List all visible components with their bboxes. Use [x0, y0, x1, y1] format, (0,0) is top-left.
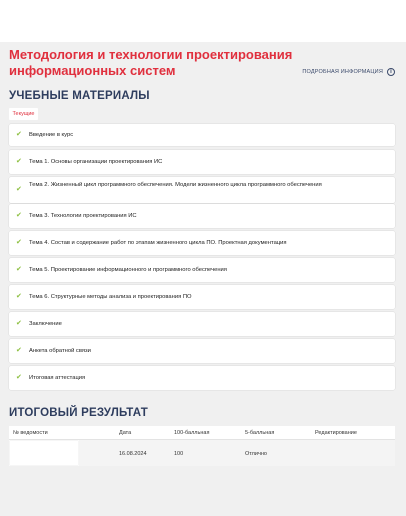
module-label[interactable]: Тема 2. Жизненный цикл программного обеспечения. Модели жизненного цикла программного обеспечения: [29, 182, 322, 188]
module-label[interactable]: Тема 1. Основы организации проектирования ИС: [29, 159, 163, 165]
course-title: Методология и технологии проектирования информационных систем: [9, 47, 293, 78]
check-icon: ✔: [16, 186, 22, 193]
check-icon: ✔: [16, 374, 22, 381]
module-item-final-exam[interactable]: [9, 366, 395, 390]
details-link[interactable]: [302, 68, 395, 76]
check-icon: ✔: [16, 347, 22, 354]
statement-no-cell: [10, 441, 78, 465]
result-score-5: Отлично: [245, 451, 267, 457]
module-label[interactable]: Заключение: [29, 321, 62, 327]
results-heading: ИТОГОВЫЙ РЕЗУЛЬТАТ: [9, 407, 148, 419]
module-label[interactable]: Тема 3. Технологии проектирования ИС: [29, 213, 137, 219]
module-label[interactable]: Тема 4. Состав и содержание работ по этапам жизненного цикла ПО. Проектная документация: [29, 240, 287, 246]
module-item-topic-4[interactable]: [9, 231, 395, 255]
module-item-conclusion[interactable]: [9, 312, 395, 336]
module-label[interactable]: Тема 5. Проектирование информационного и программного обеспечения: [29, 267, 227, 273]
module-label[interactable]: Введение в курс: [29, 132, 74, 138]
module-item-topic-3[interactable]: [9, 204, 395, 228]
column-header-statement-no: № ведомости: [13, 430, 48, 436]
module-item-topic-2[interactable]: [9, 177, 395, 203]
check-icon: ✔: [16, 293, 22, 300]
module-item-topic-1[interactable]: [9, 150, 395, 174]
column-header-score-5: 5-балльная: [245, 430, 275, 436]
tab-current[interactable]: Текущие: [9, 108, 38, 120]
module-item-feedback[interactable]: [9, 339, 395, 363]
check-icon: ✔: [16, 266, 22, 273]
top-strip: [0, 0, 406, 42]
check-icon: ✔: [16, 239, 22, 246]
column-header-edit: Редактирование: [315, 430, 357, 436]
details-link-label[interactable]: ПОДРОБНАЯ ИНФОРМАЦИЯ: [302, 69, 383, 75]
result-date: 16.08.2024: [119, 451, 147, 457]
check-icon: ✔: [16, 131, 22, 138]
module-label[interactable]: Анкета обратной связи: [29, 348, 91, 354]
module-item-topic-6[interactable]: [9, 285, 395, 309]
check-icon: ✔: [16, 212, 22, 219]
check-icon: ✔: [16, 320, 22, 327]
check-icon: ✔: [16, 158, 22, 165]
result-score-100: 100: [174, 451, 184, 457]
results-table-header: [9, 426, 395, 440]
module-item-topic-5[interactable]: [9, 258, 395, 282]
module-label[interactable]: Тема 6. Структурные методы анализа и проектирования ПО: [29, 294, 192, 300]
column-header-date: Дата: [119, 430, 132, 436]
column-header-score-100: 100-балльная: [174, 430, 210, 436]
info-icon[interactable]: i: [387, 68, 395, 76]
materials-heading: УЧЕБНЫЕ МАТЕРИАЛЫ: [9, 90, 150, 102]
module-label[interactable]: Итоговая аттестация: [29, 375, 86, 381]
module-item-intro[interactable]: [9, 124, 395, 146]
results-table: [9, 426, 395, 466]
